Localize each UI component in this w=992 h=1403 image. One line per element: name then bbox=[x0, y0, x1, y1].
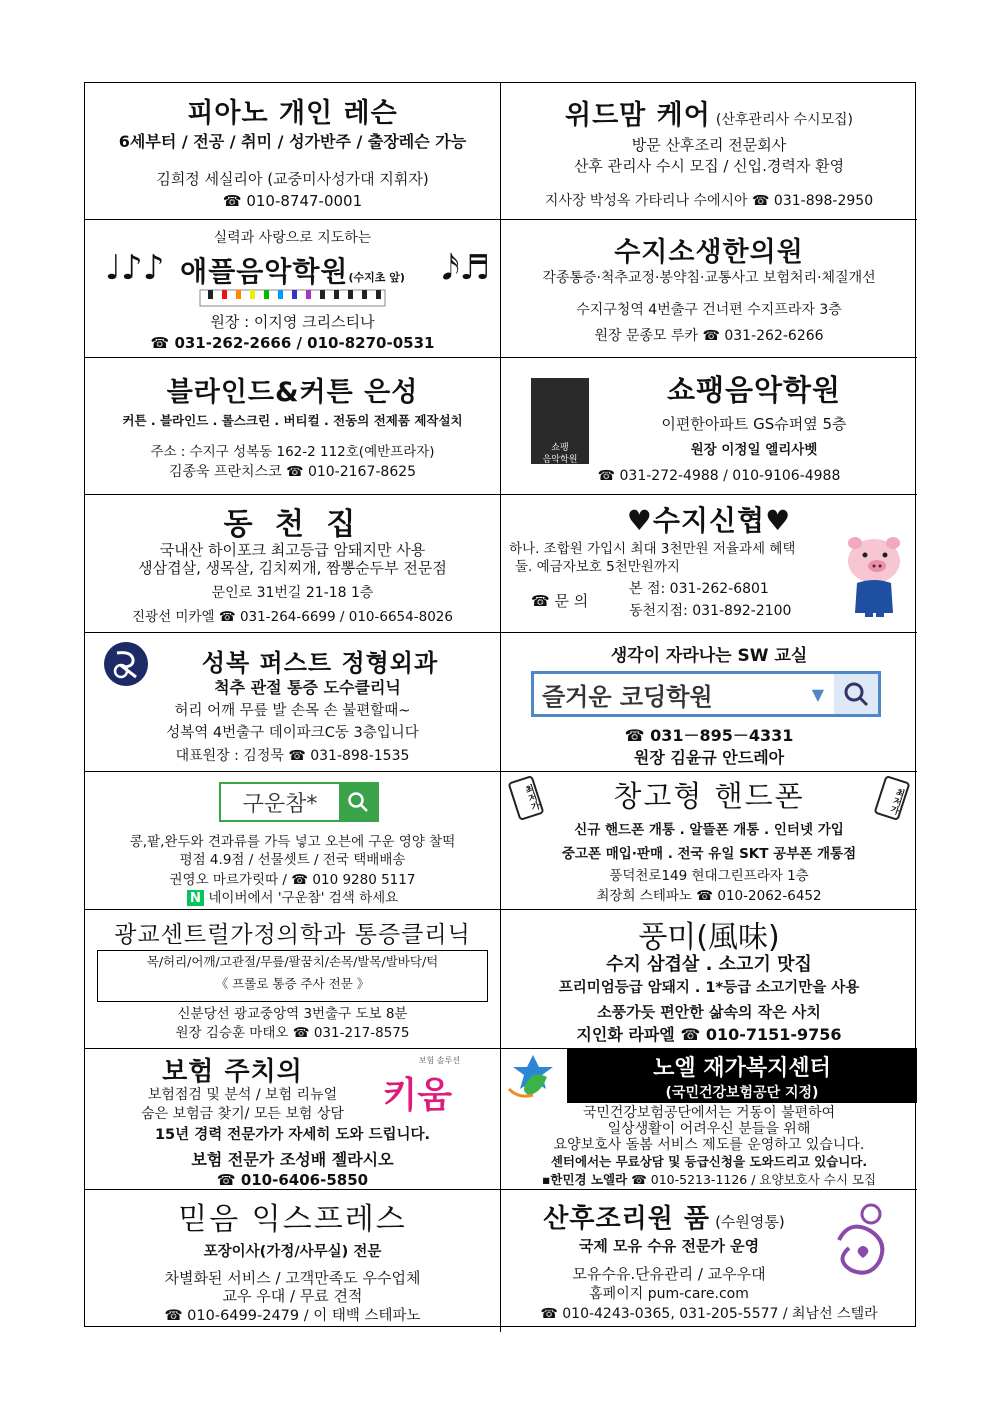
noel-line5: ▪한민경 노엘라 bbox=[541, 1172, 628, 1187]
dongcheon-title: 동 천 집 bbox=[223, 507, 362, 542]
noel-line2: 일상생활이 어려우신 분들을 위해 bbox=[607, 1121, 811, 1137]
seongbok-line2: 성복역 4번출구 데이파크C동 3층입니다 bbox=[166, 725, 419, 741]
dongcheon-line1: 국내산 하이포크 최고등급 암돼지만 사용 bbox=[159, 541, 426, 559]
insurance-line1: 보험점검 및 분석 / 보험 리뉴얼 bbox=[147, 1087, 338, 1103]
ad-faith bbox=[85, 1190, 501, 1332]
blind-line2: 주소 : 수지구 성복동 162-2 112호(예반프라자) bbox=[150, 444, 435, 460]
search-icon bbox=[339, 784, 377, 820]
insurance-line3: 15년 경력 전문가가 자세히 도와 드립니다. bbox=[154, 1127, 431, 1143]
guunchcham-line1: 콩,팥,완두와 견과류를 가득 넣고 오븐에 구운 영양 찰떡 bbox=[129, 834, 456, 850]
apple-top: 실력과 사랑으로 지도하는 bbox=[213, 230, 372, 246]
shinhyup-line1: 하나. 조합원 가입시 최대 3천만원 저율과세 혜택 bbox=[509, 541, 796, 557]
pum-line2: 모유수유.단유관리 / 교우우대 bbox=[572, 1265, 766, 1283]
withmom-line2: 산후 관리사 수시 모집 / 신입.경력자 환영 bbox=[573, 157, 845, 175]
phone-store-line1: 신규 핸드폰 개통 . 알뜰폰 개통 . 인터넷 가입 bbox=[574, 822, 844, 838]
gwanggyo-box bbox=[97, 950, 488, 1002]
noel-line1: 국민건강보험공단에서는 거동이 불편하여 bbox=[582, 1105, 836, 1121]
ad-apple-music bbox=[85, 220, 501, 358]
insurance-line4: 보험 전문가 조성배 젤라시오 bbox=[191, 1150, 394, 1169]
gwanggyo-box1: 목/허리/어깨/고관절/무릎/팔꿈치/손목/발목/발바닥/턱 bbox=[146, 954, 439, 969]
pum-logo-icon bbox=[829, 1200, 899, 1284]
blind-phone: ☎ 010-2167-8625 bbox=[286, 464, 416, 480]
guunchcham-line3: 권영오 마르가릿따 / bbox=[169, 872, 287, 888]
insurance-title: 보험 주치의 bbox=[162, 1057, 303, 1087]
dongcheon-line3: 문인로 31번길 21-18 1층 bbox=[211, 585, 374, 601]
coding-title: 생각이 자라나는 SW 교실 bbox=[610, 646, 808, 666]
ad-coding bbox=[501, 633, 917, 772]
pungmi-phone: ☎ 010-7151-9756 bbox=[680, 1025, 841, 1044]
phone-store-phone: ☎ 010-2062-6452 bbox=[696, 888, 821, 904]
ad-phone-store bbox=[501, 772, 917, 910]
blind-line3: 김종욱 프란치스코 bbox=[168, 464, 282, 480]
ad-withmom bbox=[501, 83, 917, 220]
guunchcham-line2: 평점 4.9점 / 선물셋트 / 전국 택배배송 bbox=[179, 852, 406, 868]
seongbok-line3: 대표원장 : 김정묵 bbox=[175, 748, 284, 764]
kiwoom-logo: 키움 bbox=[382, 1075, 452, 1116]
noel-header bbox=[567, 1049, 917, 1103]
chopin-logo-text: 쇼팽 음악학원 bbox=[542, 443, 578, 465]
gwanggyo-title: 광교센트럴가정의학과 통증클리닉 bbox=[114, 922, 471, 948]
gwanggyo-line1: 신분당선 광교중앙역 3번출구 도보 8분 bbox=[177, 1006, 408, 1022]
apple-sub: (수지초 앞) bbox=[348, 271, 405, 284]
phone-store-line4: 최장희 스테파노 bbox=[596, 888, 692, 904]
pungmi-title: 풍미(風味) bbox=[638, 920, 780, 955]
music-notes-icon-left: ♩♪♪ bbox=[105, 248, 165, 288]
pum-line1: 국제 모유 수유 전문가 운영 bbox=[578, 1237, 760, 1255]
chevron-down-icon: ▼ bbox=[811, 684, 824, 704]
apple-director: 원장 : 이지영 크리스티나 bbox=[210, 313, 375, 331]
seongbok-phone: ☎ 031-898-1535 bbox=[288, 748, 409, 764]
suji-clinic-line3: 원장 문종모 루카 bbox=[594, 328, 699, 344]
pig-mascot-icon bbox=[843, 533, 905, 621]
ad-suji-clinic bbox=[501, 220, 917, 358]
suji-clinic-title: 수지소생한의원 bbox=[614, 237, 804, 268]
shinhyup-contact-label: ☎ 문 의 bbox=[531, 591, 917, 612]
insurance-phone: ☎ 010-6406-5850 bbox=[85, 1170, 500, 1191]
pungmi-line1: 수지 삼겹살 . 소고기 맛집 bbox=[606, 954, 812, 975]
chopin-line2: 원장 이정일 엘리사벳 bbox=[690, 442, 818, 458]
chopin-line1: 이편한아파트 GS슈퍼옆 5층 bbox=[661, 415, 847, 433]
dongcheon-phone: ☎ 031-264-6699 / 010-6654-8026 bbox=[219, 609, 453, 625]
ad-blind bbox=[85, 358, 501, 495]
naver-icon: N bbox=[187, 890, 204, 906]
cheapest-badge-left: 최저가 bbox=[507, 775, 544, 821]
noel-title: 노엘 재가복지센터 bbox=[653, 1056, 831, 1081]
guunchcham-phone: ☎ 010 9280 5117 bbox=[291, 872, 415, 888]
dongcheon-line2: 생삼겹살, 생목살, 김치찌개, 짬뽕순두부 전문점 bbox=[138, 559, 447, 577]
withmom-sub: (산후관리사 수시모집) bbox=[715, 112, 853, 128]
piano-title: 피아노 개인 레슨 bbox=[187, 98, 398, 129]
blind-line1: 커튼 . 블라인드 . 롤스크린 . 버티컬 . 전동의 전제품 제작설치 bbox=[122, 413, 463, 428]
shinhyup-line2: 둘. 예금자보호 5천만원까지 bbox=[515, 559, 680, 575]
piano-phone: ☎ 010-8747-0001 bbox=[85, 191, 500, 212]
ad-dongcheon bbox=[85, 495, 501, 633]
withmom-phone: ☎ 031-898-2950 bbox=[752, 193, 873, 209]
ad-guunchcham bbox=[85, 772, 501, 910]
withmom-title: 위드맘 케어 bbox=[565, 100, 711, 131]
phone-store-line2: 중고폰 매입·판매 . 전국 유일 SKT 공부폰 개통점 bbox=[561, 846, 857, 862]
suji-clinic-line2: 수지구청역 4번출구 건너편 수지프라자 3층 bbox=[576, 302, 842, 318]
pum-title: 산후조리원 품 bbox=[543, 1204, 710, 1234]
ad-piano bbox=[85, 83, 501, 220]
chopin-logo-sub: Chopin Music Academy bbox=[531, 495, 590, 501]
seongbok-line1: 허리 어깨 무릎 발 손목 손 불편할때~ bbox=[174, 703, 411, 719]
ad-grid bbox=[84, 82, 916, 1327]
chopin-logo bbox=[531, 378, 590, 501]
phone-store-line3: 풍덕천로149 현대그린프라자 1층 bbox=[609, 868, 809, 884]
music-notes-icon-right: 𝅘𝅥𝅯♬ bbox=[441, 248, 490, 288]
pum-line3: 홈페이지 pum-care.com bbox=[589, 1286, 749, 1302]
insurance-line2: 숨은 보험금 찾기/ 모든 보험 상담 bbox=[141, 1106, 344, 1122]
pungmi-line3: 소풍가듯 편안한 삶속의 작은 사치 bbox=[597, 1003, 821, 1021]
ad-insurance bbox=[85, 1049, 501, 1190]
piano-line2: 김희정 세실리아 (교중미사성가대 지휘자) bbox=[156, 170, 429, 188]
ad-noel bbox=[501, 1049, 917, 1190]
shinhyup-branch1: 본 점: 031-262-6801 bbox=[629, 581, 769, 597]
noel-logo-icon bbox=[505, 1053, 561, 1105]
coding-search-text: 즐거운 코딩학원 bbox=[542, 682, 713, 711]
chopin-title: 쇼팽음악학원 bbox=[666, 373, 842, 407]
piano-keys-icon bbox=[200, 290, 385, 306]
shinhyup-title: ♥수지신협♥ bbox=[626, 504, 792, 537]
insurance-logo-small: 보험 솔루션 bbox=[418, 1056, 460, 1065]
shinhyup-branch2: 동천지점: 031-892-2100 bbox=[629, 603, 792, 619]
noel-phone: ☎ 010-5213-1126 / 요양보호사 수시 모집 bbox=[631, 1172, 876, 1187]
noel-sub: (국민건강보험공단 지정) bbox=[665, 1085, 819, 1101]
withmom-line1: 방문 산후조리 전문회사 bbox=[631, 136, 787, 154]
apple-title: 애플음악학원 bbox=[180, 255, 349, 288]
cheapest-badge-right: 최저가 bbox=[873, 775, 910, 821]
dongcheon-line4: 진광선 미카엘 bbox=[132, 609, 215, 625]
withmom-line3: 지사장 박성옥 가타리나 수에시아 bbox=[544, 193, 748, 209]
faith-title: 믿음 익스프레스 bbox=[178, 1202, 407, 1237]
piano-line1: 6세부터 / 전공 / 취미 / 성가반주 / 출장레슨 가능 bbox=[118, 132, 467, 151]
suji-clinic-phone: ☎ 031-262-6266 bbox=[702, 328, 823, 344]
seongbok-sub: 척추 관절 통증 도수클리닉 bbox=[214, 678, 401, 697]
guunchcham-logo bbox=[219, 782, 379, 822]
noel-line4: 센터에서는 무료상담 및 등급신청을 도와드리고 있습니다. bbox=[550, 1154, 868, 1169]
ad-gwanggyo bbox=[85, 910, 501, 1049]
coding-phone: ☎ 031－895－4331 bbox=[501, 725, 917, 746]
suji-clinic-line1: 각종통증·척추교정·봉약침·교통사고 보험처리·체질개선 bbox=[542, 270, 876, 286]
blind-title: 블라인드&커튼 은성 bbox=[166, 377, 419, 408]
ad-shinhyup bbox=[501, 495, 917, 633]
seongbok-title: 성복 퍼스트 정형외과 bbox=[201, 649, 439, 677]
search-icon bbox=[834, 674, 878, 714]
ad-chopin bbox=[501, 358, 917, 501]
ad-seongbok bbox=[85, 633, 501, 772]
gwanggyo-phone: ☎ 031-217-8575 bbox=[293, 1025, 410, 1041]
coding-searchbar bbox=[531, 671, 881, 717]
faith-phone: ☎ 010-6499-2479 / 이 태백 스테파노 bbox=[85, 1306, 500, 1327]
ad-pum bbox=[501, 1190, 917, 1332]
chopin-phone: ☎ 031-272-4988 / 010-9106-4988 bbox=[521, 466, 917, 487]
guunchcham-logo-text: 구운참* bbox=[242, 791, 318, 817]
gwanggyo-box2: 《 프롤로 통증 주사 전문 》 bbox=[215, 976, 370, 991]
faith-line1: 포장이사(가정/사무실) 전문 bbox=[203, 1244, 382, 1260]
pum-phone: ☎ 010-4243-0365, 031-205-5577 / 최남선 스텔라 bbox=[501, 1304, 917, 1325]
apple-phone: ☎ 031-262-2666 / 010-8270-0531 bbox=[85, 333, 500, 354]
noel-line3: 요양보호사 돌봄 서비스 제도를 운영하고 있습니다. bbox=[553, 1137, 865, 1153]
pum-sub: (수원영통) bbox=[715, 1213, 785, 1231]
pungmi-line4: 지인화 라파엘 bbox=[576, 1025, 675, 1044]
phone-store-title: 창고형 핸드폰 bbox=[613, 779, 805, 813]
faith-line3: 교우 우대 / 무료 견적 bbox=[222, 1287, 363, 1305]
pungmi-line2: 프리미엄등급 암돼지 . 1*등급 소고기만을 사용 bbox=[558, 980, 860, 996]
ad-pungmi bbox=[501, 910, 917, 1049]
guunchcham-naver: 네이버에서 '구운참' 검색 하세요 bbox=[208, 890, 399, 906]
coding-director: 원장 김윤규 안드레아 bbox=[633, 748, 785, 767]
faith-line2: 차별화된 서비스 / 고객만족도 우수업체 bbox=[164, 1269, 421, 1287]
gwanggyo-line2: 원장 김승훈 마태오 bbox=[175, 1025, 289, 1041]
